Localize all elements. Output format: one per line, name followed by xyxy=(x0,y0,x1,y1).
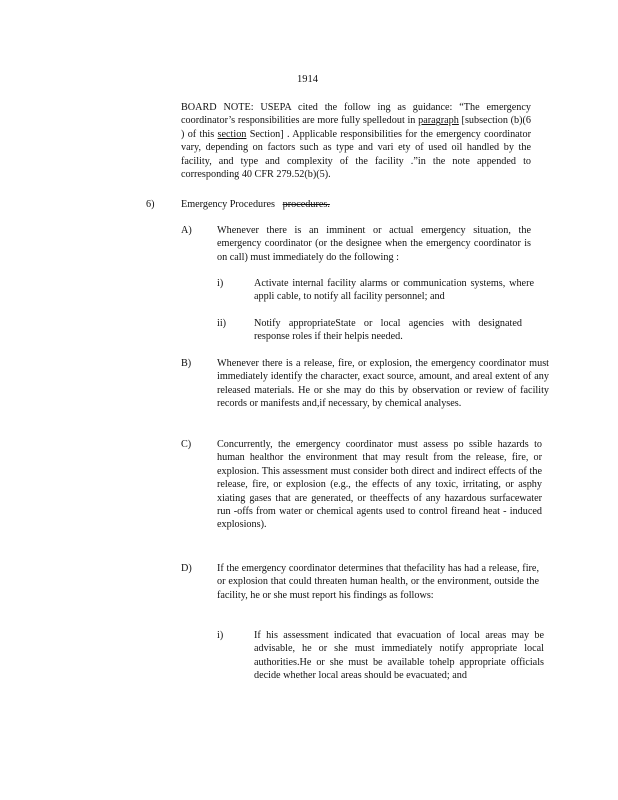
item-d-i-text: If his assessment indicated that evacuation of local areas may be advisable, he or she must immediately notify appropriate local authorities.He or she must be available tohelp appropriate officials decide whether local areas should be evacuated; and xyxy=(254,630,544,682)
board-note xyxy=(181,101,531,181)
board-note-text-1: BOARD NOTE: USEPA cited the follow ing as guidance: “The emergency coordinator’s responsibilities are more fully spelledout in xyxy=(181,102,531,127)
item-a-text: Whenever there is an imminent or actual emergency situation, the emergency coordinator (or the designee when the emergency coordinator is on call) must immediately do the following : xyxy=(217,225,531,263)
item-b-text: Whenever there is a release, fire, or explosion, the emergency coordinator must immediately identify the character, exact source, amount, and areal extent of any released materials. He or she may do this by observation or review of facility records or manifests and,if necessary, by chemical analyses. xyxy=(217,358,549,410)
item-d-label: D) xyxy=(181,563,192,574)
section-6-title: Emergency Procedures xyxy=(181,199,276,210)
item-d-text: If the emergency coordinator determines that thefacility has had a release, fire, or explosion that could threaten human health, or the environment, outside the facility, he or she must report his findings as follows: xyxy=(217,563,539,601)
item-a-ii-text: Notify appropriateState or local agencies with designated response roles if their helpis needed. xyxy=(254,318,522,343)
item-b-label: B) xyxy=(181,358,192,369)
item-a-i-text: Activate internal facility alarms or communication systems, where appli cable, to notify all facility personnel; and xyxy=(254,278,534,303)
board-note-inserted-section: section xyxy=(217,128,247,140)
board-note-inserted-paragraph: paragraph xyxy=(418,115,459,127)
item-a-i-label: i) xyxy=(217,278,224,289)
section-6-struck-text: procedures. xyxy=(282,199,330,210)
board-note-text-3: Section] . Applicable responsibilities for the emergency coordinator vary, depending on factors such as type and vari ety of used oil handled by the facility, and type and complexity of the facility .”in the note appended to corresponding 40 CFR 279.52(b)(5). xyxy=(181,128,531,181)
item-a-ii-label: ii) xyxy=(217,318,227,329)
board-note-text-2: [subsection (b)(6 ) of this xyxy=(181,115,532,140)
item-c-label: C) xyxy=(181,439,192,450)
item-c-text: Concurrently, the emergency coordinator must assess po ssible hazards to human healthor the environment that may result from the release, fire, or explosion. This assessment must consider both direct and indirect effects of the release, fire, or explosion (e.g., the effects of any toxic, irritating, or asphy xiating gases that are generated, or theeffects of any hazardous surfacewater run -offs from water or chemical agents used to control fireand heat - induced explosions). xyxy=(217,439,542,531)
item-d-i-label: i) xyxy=(217,630,224,641)
section-6-heading xyxy=(181,198,330,211)
item-a-label: A) xyxy=(181,225,192,236)
page-number: 1914 xyxy=(297,74,318,85)
section-6-number: 6) xyxy=(146,199,155,210)
